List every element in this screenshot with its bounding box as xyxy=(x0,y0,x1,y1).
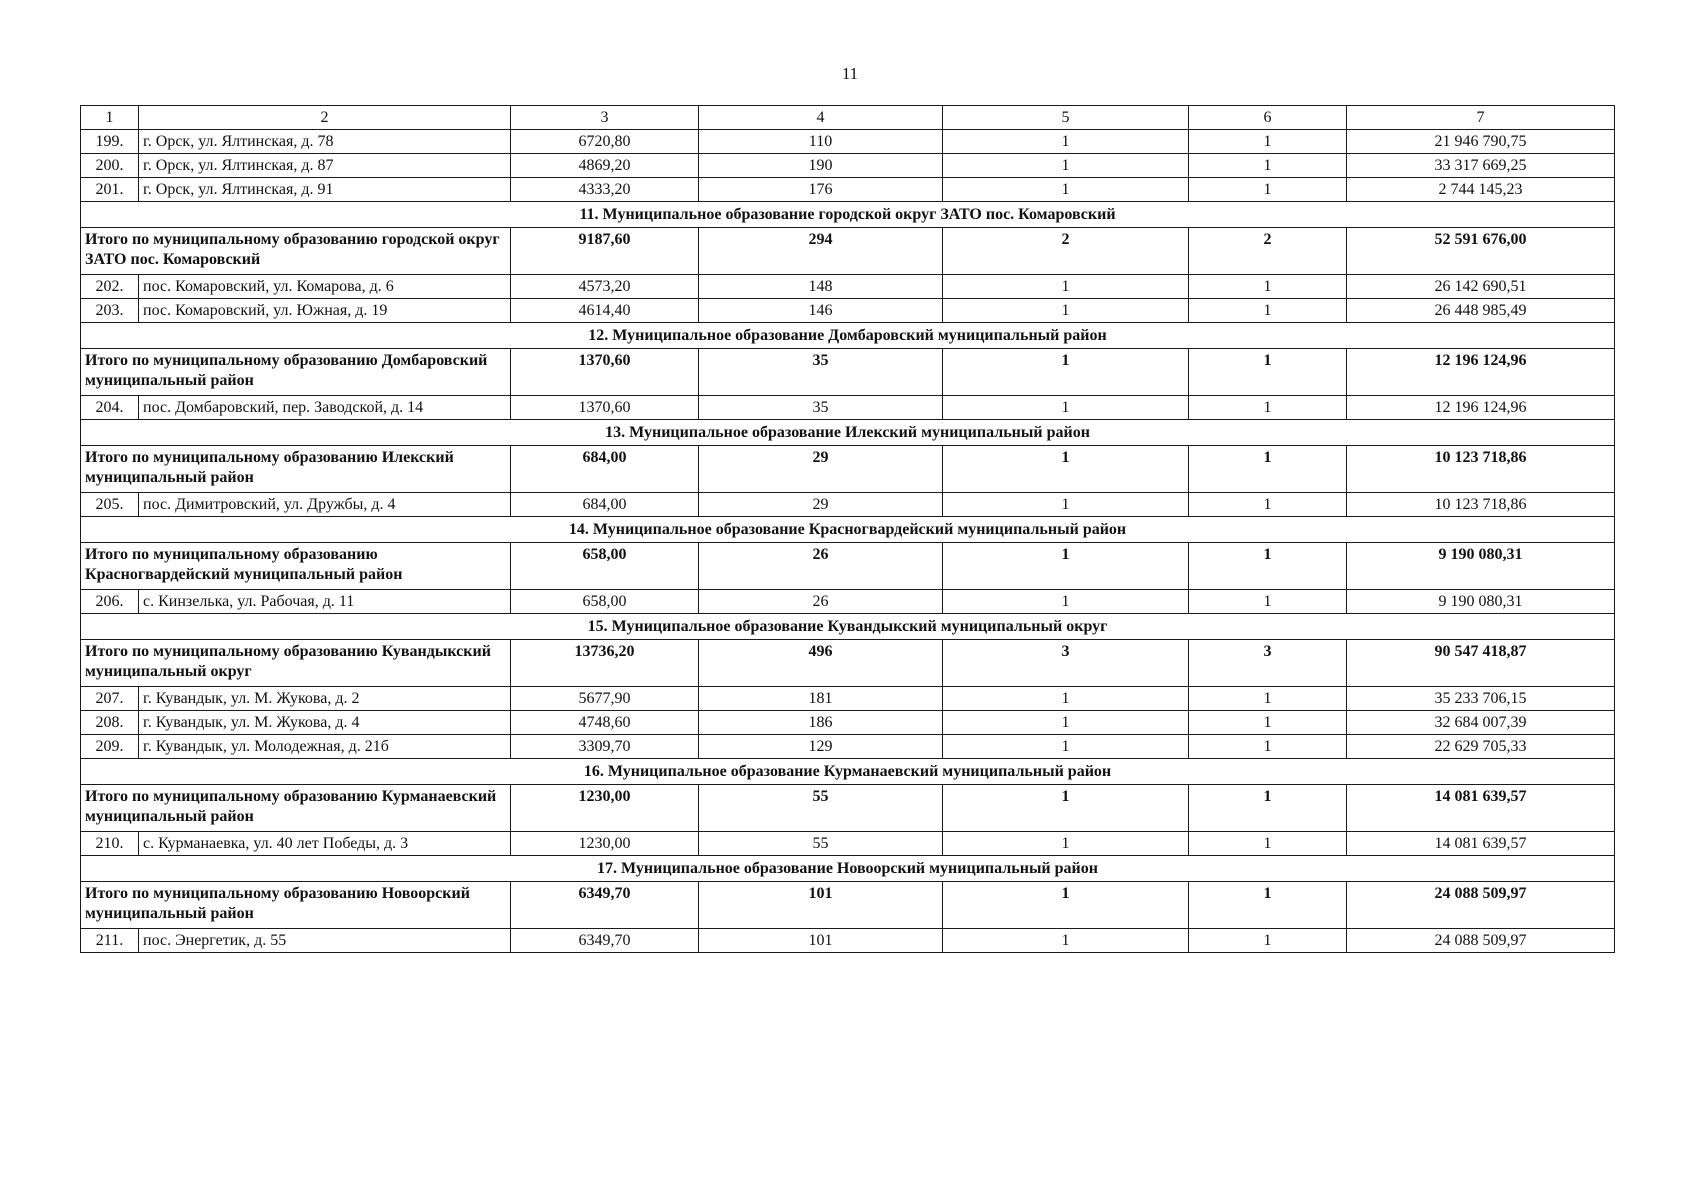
row-address: г. Кувандык, ул. Молодежная, д. 21б xyxy=(139,735,511,759)
row-count-5: 1 xyxy=(943,832,1189,856)
table-row xyxy=(81,493,1615,517)
subtotal-count-5: 1 xyxy=(943,882,1189,929)
subtotal-label: Итого по муниципальному образованию Кувандыкский муниципальный округ xyxy=(81,640,511,687)
row-address: пос. Комаровский, ул. Комарова, д. 6 xyxy=(139,275,511,299)
row-area: 1230,00 xyxy=(511,832,699,856)
row-cost: 26 142 690,51 xyxy=(1347,275,1615,299)
column-number: 6 xyxy=(1189,106,1347,130)
row-number: 208. xyxy=(81,711,139,735)
row-count-6: 1 xyxy=(1189,711,1347,735)
row-number: 204. xyxy=(81,396,139,420)
row-address: пос. Домбаровский, пер. Заводской, д. 14 xyxy=(139,396,511,420)
table-row xyxy=(81,130,1615,154)
table-row xyxy=(81,396,1615,420)
row-address: г. Орск, ул. Ялтинская, д. 91 xyxy=(139,178,511,202)
row-address: г. Кувандык, ул. М. Жукова, д. 2 xyxy=(139,687,511,711)
row-cost: 10 123 718,86 xyxy=(1347,493,1615,517)
section-heading-row xyxy=(81,202,1615,228)
row-number: 211. xyxy=(81,929,139,953)
row-number: 209. xyxy=(81,735,139,759)
row-count-6: 1 xyxy=(1189,396,1347,420)
table-row xyxy=(81,590,1615,614)
row-count-5: 1 xyxy=(943,493,1189,517)
row-residents: 148 xyxy=(699,275,943,299)
row-area: 4333,20 xyxy=(511,178,699,202)
row-count-5: 1 xyxy=(943,275,1189,299)
section-heading-row xyxy=(81,517,1615,543)
row-residents: 176 xyxy=(699,178,943,202)
row-number: 203. xyxy=(81,299,139,323)
row-residents: 29 xyxy=(699,493,943,517)
subtotal-count-6: 1 xyxy=(1189,882,1347,929)
subtotal-residents: 29 xyxy=(699,446,943,493)
row-count-5: 1 xyxy=(943,130,1189,154)
row-number: 207. xyxy=(81,687,139,711)
row-area: 4614,40 xyxy=(511,299,699,323)
subtotal-cost: 24 088 509,97 xyxy=(1347,882,1615,929)
row-number: 205. xyxy=(81,493,139,517)
row-count-6: 1 xyxy=(1189,275,1347,299)
section-title: 16. Муниципальное образование Курманаевский муниципальный район xyxy=(81,759,1615,785)
row-count-6: 1 xyxy=(1189,299,1347,323)
column-number: 7 xyxy=(1347,106,1615,130)
row-count-5: 1 xyxy=(943,154,1189,178)
section-title: 11. Муниципальное образование городской округ ЗАТО пос. Комаровский xyxy=(81,202,1615,228)
section-title: 13. Муниципальное образование Илекский муниципальный район xyxy=(81,420,1615,446)
subtotal-count-5: 2 xyxy=(943,228,1189,275)
subtotal-label: Итого по муниципальному образованию Домбаровский муниципальный район xyxy=(81,349,511,396)
row-area: 6349,70 xyxy=(511,929,699,953)
row-count-6: 1 xyxy=(1189,735,1347,759)
row-address: с. Кинзелька, ул. Рабочая, д. 11 xyxy=(139,590,511,614)
row-area: 4573,20 xyxy=(511,275,699,299)
row-count-6: 1 xyxy=(1189,154,1347,178)
row-address: г. Орск, ул. Ялтинская, д. 78 xyxy=(139,130,511,154)
row-cost: 35 233 706,15 xyxy=(1347,687,1615,711)
row-address: г. Орск, ул. Ялтинская, д. 87 xyxy=(139,154,511,178)
subtotal-area: 9187,60 xyxy=(511,228,699,275)
row-area: 684,00 xyxy=(511,493,699,517)
column-number: 3 xyxy=(511,106,699,130)
subtotal-label: Итого по муниципальному образованию Красногвардейский муниципальный район xyxy=(81,543,511,590)
subtotal-row xyxy=(81,228,1615,275)
row-count-5: 1 xyxy=(943,178,1189,202)
row-residents: 190 xyxy=(699,154,943,178)
row-count-6: 1 xyxy=(1189,130,1347,154)
subtotal-cost: 52 591 676,00 xyxy=(1347,228,1615,275)
row-cost: 12 196 124,96 xyxy=(1347,396,1615,420)
table-row xyxy=(81,178,1615,202)
row-cost: 9 190 080,31 xyxy=(1347,590,1615,614)
subtotal-residents: 294 xyxy=(699,228,943,275)
subtotal-row xyxy=(81,785,1615,832)
row-area: 5677,90 xyxy=(511,687,699,711)
subtotal-count-5: 3 xyxy=(943,640,1189,687)
row-residents: 129 xyxy=(699,735,943,759)
row-cost: 32 684 007,39 xyxy=(1347,711,1615,735)
section-title: 15. Муниципальное образование Кувандыкский муниципальный округ xyxy=(81,614,1615,640)
row-area: 658,00 xyxy=(511,590,699,614)
subtotal-label: Итого по муниципальному образованию городской округ ЗАТО пос. Комаровский xyxy=(81,228,511,275)
subtotal-row xyxy=(81,446,1615,493)
table-row xyxy=(81,711,1615,735)
column-number-row xyxy=(81,106,1615,130)
row-count-5: 1 xyxy=(943,929,1189,953)
subtotal-label: Итого по муниципальному образованию Илекский муниципальный район xyxy=(81,446,511,493)
subtotal-row xyxy=(81,349,1615,396)
section-heading-row xyxy=(81,759,1615,785)
row-residents: 146 xyxy=(699,299,943,323)
subtotal-area: 1230,00 xyxy=(511,785,699,832)
subtotal-residents: 101 xyxy=(699,882,943,929)
subtotal-count-5: 1 xyxy=(943,446,1189,493)
subtotal-count-6: 2 xyxy=(1189,228,1347,275)
subtotal-cost: 14 081 639,57 xyxy=(1347,785,1615,832)
row-cost: 14 081 639,57 xyxy=(1347,832,1615,856)
column-number: 4 xyxy=(699,106,943,130)
row-count-6: 1 xyxy=(1189,687,1347,711)
table-row xyxy=(81,154,1615,178)
subtotal-row xyxy=(81,543,1615,590)
table-row xyxy=(81,929,1615,953)
page-number: 11 xyxy=(841,64,859,83)
row-count-6: 1 xyxy=(1189,929,1347,953)
row-number: 200. xyxy=(81,154,139,178)
subtotal-residents: 496 xyxy=(699,640,943,687)
subtotal-count-6: 3 xyxy=(1189,640,1347,687)
row-residents: 35 xyxy=(699,396,943,420)
subtotal-area: 658,00 xyxy=(511,543,699,590)
subtotal-count-6: 1 xyxy=(1189,785,1347,832)
subtotal-label: Итого по муниципальному образованию Курманаевский муниципальный район xyxy=(81,785,511,832)
row-cost: 33 317 669,25 xyxy=(1347,154,1615,178)
row-address: г. Кувандык, ул. М. Жукова, д. 4 xyxy=(139,711,511,735)
subtotal-count-5: 1 xyxy=(943,349,1189,396)
column-number: 2 xyxy=(139,106,511,130)
subtotal-residents: 35 xyxy=(699,349,943,396)
subtotal-count-6: 1 xyxy=(1189,349,1347,396)
row-residents: 181 xyxy=(699,687,943,711)
row-address: с. Курманаевка, ул. 40 лет Победы, д. 3 xyxy=(139,832,511,856)
row-address: пос. Димитровский, ул. Дружбы, д. 4 xyxy=(139,493,511,517)
row-address: пос. Энергетик, д. 55 xyxy=(139,929,511,953)
subtotal-area: 6349,70 xyxy=(511,882,699,929)
row-area: 4869,20 xyxy=(511,154,699,178)
subtotal-count-5: 1 xyxy=(943,785,1189,832)
section-title: 12. Муниципальное образование Домбаровский муниципальный район xyxy=(81,323,1615,349)
subtotal-cost: 90 547 418,87 xyxy=(1347,640,1615,687)
row-residents: 26 xyxy=(699,590,943,614)
subtotal-area: 1370,60 xyxy=(511,349,699,396)
row-count-5: 1 xyxy=(943,711,1189,735)
row-area: 4748,60 xyxy=(511,711,699,735)
row-count-5: 1 xyxy=(943,396,1189,420)
row-cost: 26 448 985,49 xyxy=(1347,299,1615,323)
column-number: 5 xyxy=(943,106,1189,130)
row-residents: 186 xyxy=(699,711,943,735)
table-row xyxy=(81,275,1615,299)
table-row xyxy=(81,687,1615,711)
row-residents: 55 xyxy=(699,832,943,856)
table-row xyxy=(81,299,1615,323)
section-heading-row xyxy=(81,614,1615,640)
table-row xyxy=(81,735,1615,759)
subtotal-area: 13736,20 xyxy=(511,640,699,687)
row-number: 201. xyxy=(81,178,139,202)
section-heading-row xyxy=(81,856,1615,882)
row-count-6: 1 xyxy=(1189,178,1347,202)
row-cost: 22 629 705,33 xyxy=(1347,735,1615,759)
table-body xyxy=(81,106,1615,953)
row-cost: 21 946 790,75 xyxy=(1347,130,1615,154)
row-area: 6720,80 xyxy=(511,130,699,154)
row-address: пос. Комаровский, ул. Южная, д. 19 xyxy=(139,299,511,323)
row-count-5: 1 xyxy=(943,590,1189,614)
row-cost: 2 744 145,23 xyxy=(1347,178,1615,202)
subtotal-row xyxy=(81,882,1615,929)
row-residents: 110 xyxy=(699,130,943,154)
row-number: 206. xyxy=(81,590,139,614)
section-title: 14. Муниципальное образование Красногвардейский муниципальный район xyxy=(81,517,1615,543)
section-title: 17. Муниципальное образование Новоорский муниципальный район xyxy=(81,856,1615,882)
subtotal-count-5: 1 xyxy=(943,543,1189,590)
table-row xyxy=(81,832,1615,856)
row-residents: 101 xyxy=(699,929,943,953)
subtotal-count-6: 1 xyxy=(1189,446,1347,493)
row-number: 202. xyxy=(81,275,139,299)
row-cost: 24 088 509,97 xyxy=(1347,929,1615,953)
row-count-6: 1 xyxy=(1189,590,1347,614)
subtotal-count-6: 1 xyxy=(1189,543,1347,590)
row-count-5: 1 xyxy=(943,299,1189,323)
subtotal-cost: 12 196 124,96 xyxy=(1347,349,1615,396)
row-number: 199. xyxy=(81,130,139,154)
subtotal-residents: 26 xyxy=(699,543,943,590)
subtotal-cost: 9 190 080,31 xyxy=(1347,543,1615,590)
subtotal-residents: 55 xyxy=(699,785,943,832)
row-number: 210. xyxy=(81,832,139,856)
subtotal-label: Итого по муниципальному образованию Новоорский муниципальный район xyxy=(81,882,511,929)
section-heading-row xyxy=(81,323,1615,349)
subtotal-area: 684,00 xyxy=(511,446,699,493)
row-area: 1370,60 xyxy=(511,396,699,420)
row-count-5: 1 xyxy=(943,735,1189,759)
subtotal-cost: 10 123 718,86 xyxy=(1347,446,1615,493)
subtotal-row xyxy=(81,640,1615,687)
section-heading-row xyxy=(81,420,1615,446)
row-count-5: 1 xyxy=(943,687,1189,711)
row-count-6: 1 xyxy=(1189,832,1347,856)
column-number: 1 xyxy=(81,106,139,130)
row-area: 3309,70 xyxy=(511,735,699,759)
row-count-6: 1 xyxy=(1189,493,1347,517)
housing-registry-table xyxy=(80,105,1615,953)
